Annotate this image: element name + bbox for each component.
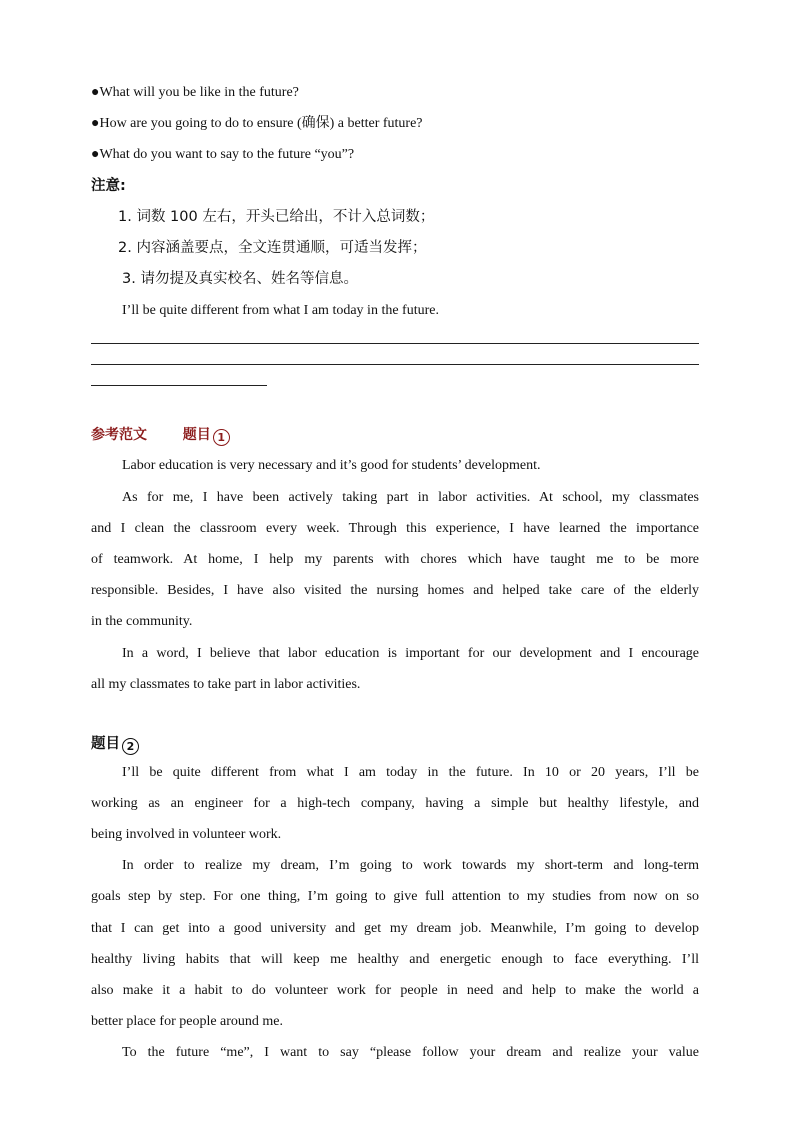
topic1-line: of teamwork. At home, I help my parents with chores which have taught me to be more — [91, 552, 699, 567]
answer-line — [91, 385, 267, 386]
topic1-line: responsible. Besides, I have also visited the nursing homes and helped take care of the elderly — [91, 583, 699, 598]
topic2-line: I’ll be quite different from what I am today in the future. In 10 or 20 years, I’ll be — [122, 765, 699, 780]
topic2-number: 2 — [122, 738, 139, 755]
topic2-line: healthy living habits that will keep me healthy and energetic enough to face everything. I’ll — [91, 952, 699, 967]
answer-line — [91, 364, 699, 365]
opening-sentence: I’ll be quite different from what I am today in the future. — [122, 303, 439, 318]
topic2-line: being involved in volunteer work. — [91, 827, 282, 842]
topic2-line: working as an engineer for a high-tech company, having a simple but healthy lifestyle, and — [91, 796, 699, 811]
topic1-line: and I clean the classroom every week. Through this experience, I have learned the importance — [91, 521, 699, 536]
topic2-line: In order to realize my dream, I’m going to work towards my short-term and long-term — [122, 858, 699, 873]
topic2-line: also make it a habit to do volunteer work for people in need and help to make the world a — [91, 983, 699, 998]
answer-line — [91, 343, 699, 344]
topic1-line: As for me, I have been actively taking part in labor activities. At school, my classmates — [122, 490, 699, 505]
topic1-label: 题目 — [182, 427, 211, 443]
prompt-item: ●What do you want to say to the future “you”? — [91, 147, 355, 162]
note-item: 3. 请勿提及真实校名、姓名等信息。 — [122, 271, 358, 287]
topic2-line: that I can get into a good university and get my dream job. Meanwhile, I’m going to develop — [91, 921, 699, 936]
topic2-line: To the future “me”, I want to say “please follow your dream and realize your value — [122, 1045, 699, 1060]
note-item: 1. 词数 100 左右，开头已给出，不计入总词数； — [118, 209, 435, 225]
sample-heading — [91, 426, 230, 446]
topic1-number: 1 — [213, 429, 230, 446]
topic2-heading — [91, 735, 139, 755]
topic1-line: In a word, I believe that labor education is important for our development and I encourage — [122, 646, 699, 661]
note-item: 2. 内容涵盖要点，全文连贯通顺，可适当发挥； — [118, 240, 427, 256]
prompt-item: ●What will you be like in the future? — [91, 85, 299, 100]
topic2-line: goals step by step. For one thing, I’m going to give full attention to my studies from now on so — [91, 889, 699, 904]
topic2-label: 题目 — [91, 736, 120, 752]
topic1-line: Labor education is very necessary and it’s good for students’ development. — [122, 458, 541, 473]
topic1-line: in the community. — [91, 614, 193, 629]
prompt-item: ●How are you going to do to ensure (确保) a better future? — [91, 116, 423, 131]
topic2-line: better place for people around me. — [91, 1014, 284, 1029]
notes-title: 注意: — [91, 178, 126, 194]
sample-heading-text: 参考范文 — [91, 427, 147, 443]
topic1-line: all my classmates to take part in labor activities. — [91, 677, 361, 692]
